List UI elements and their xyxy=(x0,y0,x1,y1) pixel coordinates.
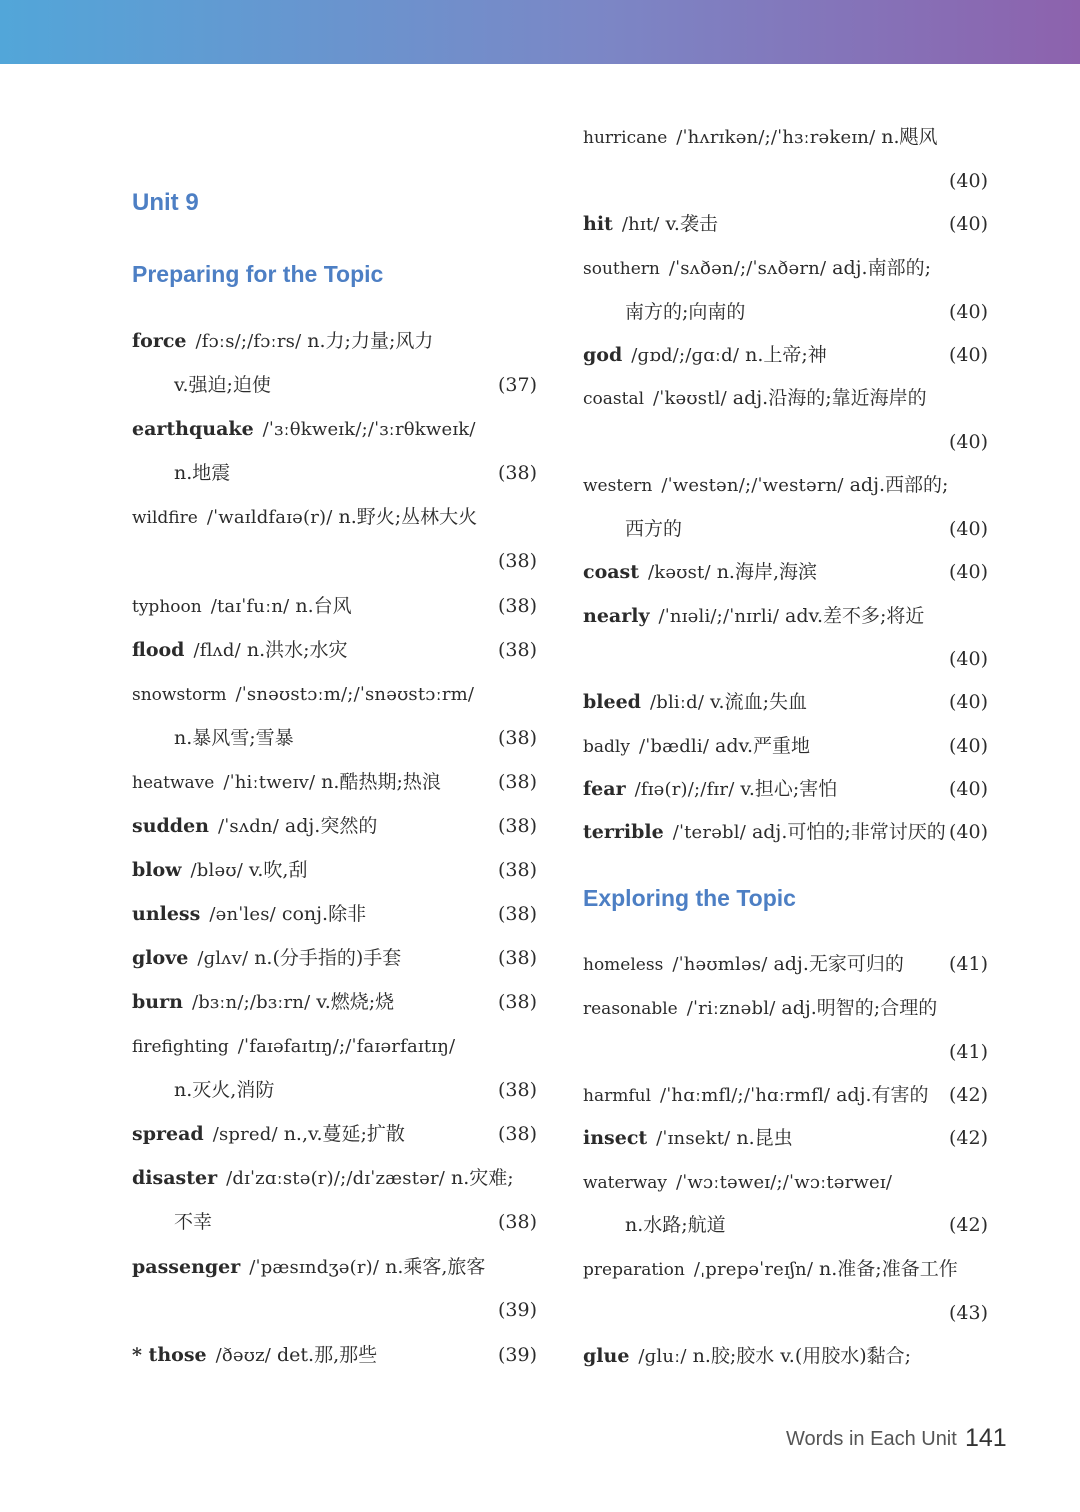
vocab-line xyxy=(132,1294,537,1326)
definition: v.燃烧;烧 xyxy=(316,991,395,1013)
pronunciation: /dɪˈzɑːstə(r)/;/dɪˈzæstər/ xyxy=(226,1168,451,1189)
vocab-word: terrible xyxy=(583,821,664,843)
definition: det.那,那些 xyxy=(277,1344,378,1366)
page-reference: (40) xyxy=(948,431,988,453)
vocab-word: firefighting xyxy=(132,1037,229,1057)
pronunciation: /ˈhʌrɪkən/;/ˈhɜːrəkeɪn/ xyxy=(676,127,882,148)
vocab-word: wildfire xyxy=(132,508,198,528)
vocab-line xyxy=(583,1122,988,1154)
page-reference: (40) xyxy=(948,213,988,235)
vocab-line xyxy=(583,948,988,980)
definition: v.吹,刮 xyxy=(248,859,308,881)
page-reference: (40) xyxy=(948,821,988,843)
vocab-line xyxy=(583,208,988,240)
vocab-line xyxy=(583,600,988,632)
pronunciation: /ˈpæsɪndʒə(r)/ xyxy=(249,1257,386,1278)
vocab-word: sudden xyxy=(132,815,209,837)
definition: adv.严重地 xyxy=(715,735,811,757)
unit-title: Unit 9 xyxy=(132,189,199,216)
definition: n.海岸,海滨 xyxy=(716,561,818,583)
vocab-line xyxy=(132,1074,537,1106)
definition: adj.无家可归的 xyxy=(773,953,904,975)
definition: n.酷热期;热浪 xyxy=(321,771,441,793)
page-reference: (38) xyxy=(497,595,537,617)
pronunciation: /ɡlʌv/ xyxy=(197,948,255,969)
vocab-word: disaster xyxy=(132,1167,218,1189)
page-reference: (38) xyxy=(497,1079,537,1101)
pronunciation: /ˈwaɪldfaɪə(r)/ xyxy=(206,507,339,528)
pronunciation: /ˈwestən/;/ˈwestərn/ xyxy=(661,475,850,496)
vocab-word: hit xyxy=(583,213,613,235)
vocab-word: glue xyxy=(583,1345,630,1367)
pronunciation: /fɔːs/;/fɔːrs/ xyxy=(195,331,308,352)
vocab-word: glove xyxy=(132,947,189,969)
vocab-word: insect xyxy=(583,1127,648,1149)
pronunciation: /ˈhəʊmləs/ xyxy=(672,954,774,975)
pronunciation: /fɪə(r)/;/fɪr/ xyxy=(634,779,741,800)
vocab-line xyxy=(132,810,537,842)
vocab-line xyxy=(583,1209,988,1241)
definition: v.袭击 xyxy=(665,213,718,235)
vocab-word: flood xyxy=(132,639,185,661)
vocab-word: hurricane xyxy=(583,128,668,148)
definition: n.灭火,消防 xyxy=(174,1079,275,1101)
definition: 西方的 xyxy=(625,518,683,540)
vocab-line xyxy=(132,854,537,886)
definition: 不幸 xyxy=(174,1211,213,1233)
pronunciation: /ˌprepəˈreɪʃn/ xyxy=(693,1259,820,1280)
pronunciation: /ɡluː/ xyxy=(638,1346,693,1367)
page-reference: (40) xyxy=(948,344,988,366)
vocab-line xyxy=(132,942,537,974)
pronunciation: /ˈterəbl/ xyxy=(672,822,752,843)
vocab-line xyxy=(132,1162,537,1194)
vocab-word: burn xyxy=(132,991,183,1013)
vocab-line xyxy=(583,816,988,848)
definition: n.胶;胶水 v.(用胶水)黏合; xyxy=(692,1345,912,1367)
definition: 南方的;向南的 xyxy=(625,301,746,323)
vocab-line xyxy=(132,986,537,1018)
definition: n.准备;准备工作 xyxy=(819,1258,958,1280)
page-reference: (39) xyxy=(497,1299,537,1321)
vocab-line xyxy=(583,992,988,1024)
page-reference: (40) xyxy=(948,301,988,323)
definition: n.暴风雪;雪暴 xyxy=(174,727,294,749)
section-title-exploring: Exploring the Topic xyxy=(583,885,796,911)
vocab-word: fear xyxy=(583,778,626,800)
vocab-word: typhoon xyxy=(132,597,202,617)
definition: adj.西部的; xyxy=(849,474,949,496)
definition: n.洪水;水灾 xyxy=(246,639,348,661)
vocab-line xyxy=(583,121,988,153)
vocab-line xyxy=(132,501,537,533)
vocab-line xyxy=(132,1206,537,1238)
pronunciation: /taɪˈfuːn/ xyxy=(210,596,296,617)
pronunciation: /ˈhiːtweɪv/ xyxy=(223,772,322,793)
pronunciation: /bləʊ/ xyxy=(190,860,249,881)
page-reference: (38) xyxy=(497,947,537,969)
definition: n.昆虫 xyxy=(736,1127,793,1149)
page-reference: (43) xyxy=(948,1302,988,1324)
pronunciation: /ˈsʌdn/ xyxy=(217,816,285,837)
page-reference: (38) xyxy=(497,903,537,925)
vocab-line xyxy=(132,369,537,401)
header-color-bar xyxy=(0,0,1080,64)
vocab-line xyxy=(583,165,988,197)
definition: adj.沿海的;靠近海岸的 xyxy=(732,387,927,409)
vocab-word: god xyxy=(583,344,623,366)
pronunciation: /ˈnɪəli/;/ˈnɪrli/ xyxy=(658,606,786,627)
vocab-line xyxy=(583,1036,988,1068)
vocab-word: badly xyxy=(583,737,630,757)
definition: n.台风 xyxy=(295,595,352,617)
pronunciation: /ˈsʌðən/;/ˈsʌðərn/ xyxy=(668,258,833,279)
definition: n.,v.蔓延;扩散 xyxy=(283,1123,405,1145)
vocab-line xyxy=(583,1253,988,1285)
vocab-word: nearly xyxy=(583,605,650,627)
page-reference: (40) xyxy=(948,778,988,800)
vocab-word: heatwave xyxy=(132,773,215,793)
vocab-word: bleed xyxy=(583,691,641,713)
page-reference: (40) xyxy=(948,518,988,540)
vocab-line xyxy=(132,678,537,710)
definition: adj.突然的 xyxy=(284,815,378,837)
page-reference: (40) xyxy=(948,561,988,583)
vocab-line xyxy=(132,1339,537,1371)
vocab-word: waterway xyxy=(583,1173,667,1193)
vocab-word: passenger xyxy=(132,1256,241,1278)
page-reference: (38) xyxy=(497,991,537,1013)
vocab-line xyxy=(132,413,537,445)
vocab-line xyxy=(583,643,988,675)
page-reference: (40) xyxy=(948,170,988,192)
pronunciation: /ˈsnəʊstɔːm/;/ˈsnəʊstɔːrm/ xyxy=(235,684,475,705)
page-reference: (37) xyxy=(497,374,537,396)
definition: n.灾难; xyxy=(450,1167,514,1189)
pronunciation: /ˈɜːθkweɪk/;/ˈɜːrθkweɪk/ xyxy=(262,419,476,440)
pronunciation: /ˈɪnsekt/ xyxy=(656,1128,737,1149)
definition: adj.有害的 xyxy=(836,1084,929,1106)
vocab-line xyxy=(583,426,988,458)
vocab-line xyxy=(583,296,988,328)
pronunciation: /ənˈles/ xyxy=(209,904,282,925)
pronunciation: /kəʊst/ xyxy=(648,562,717,583)
page-reference: (40) xyxy=(948,735,988,757)
pronunciation: /bɜːn/;/bɜːrn/ xyxy=(191,992,317,1013)
page-reference: (41) xyxy=(948,953,988,975)
vocab-word: preparation xyxy=(583,1260,685,1280)
page-reference: (39) xyxy=(497,1344,537,1366)
vocab-line xyxy=(132,1251,537,1283)
page-reference: (38) xyxy=(497,1211,537,1233)
definition: v.强迫;迫使 xyxy=(174,374,271,396)
page-reference: (38) xyxy=(497,1123,537,1145)
vocab-word: snowstorm xyxy=(132,685,227,705)
pronunciation: /ˈfaɪəfaɪtɪŋ/;/ˈfaɪərfaɪtɪŋ/ xyxy=(237,1036,456,1057)
pronunciation: /spred/ xyxy=(212,1124,284,1145)
vocab-line xyxy=(583,339,988,371)
page-reference: (38) xyxy=(497,859,537,881)
vocab-line xyxy=(583,1297,988,1329)
page-reference: (41) xyxy=(948,1041,988,1063)
vocab-line xyxy=(583,252,988,284)
vocab-word: * those xyxy=(132,1344,207,1366)
definition: adj.明智的;合理的 xyxy=(781,997,938,1019)
definition: n.(分手指的)手套 xyxy=(254,947,402,969)
section-title-preparing: Preparing for the Topic xyxy=(132,261,384,287)
vocab-word: spread xyxy=(132,1123,204,1145)
page-reference: (42) xyxy=(948,1214,988,1236)
vocab-word: force xyxy=(132,330,187,352)
definition: n.乘客,旅客 xyxy=(385,1256,486,1278)
page-reference: (38) xyxy=(497,462,537,484)
definition: adj.可怕的;非常讨厌的 xyxy=(751,821,946,843)
vocab-line xyxy=(132,722,537,754)
vocab-line xyxy=(583,382,988,414)
definition: adv.差不多;将近 xyxy=(785,605,925,627)
vocab-line xyxy=(132,634,537,666)
vocab-word: blow xyxy=(132,859,182,881)
page-reference: (38) xyxy=(497,727,537,749)
vocab-word: coastal xyxy=(583,389,645,409)
definition: n.飓风 xyxy=(881,126,938,148)
vocab-word: reasonable xyxy=(583,999,678,1019)
vocab-line xyxy=(132,1118,537,1150)
vocab-word: earthquake xyxy=(132,418,254,440)
page-reference: (42) xyxy=(948,1084,988,1106)
vocab-line xyxy=(132,590,537,622)
vocab-word: harmful xyxy=(583,1086,652,1106)
pronunciation: /ˈwɔːtəweɪ/;/ˈwɔːtərweɪ/ xyxy=(676,1172,893,1193)
definition: v.担心;害怕 xyxy=(740,778,838,800)
pronunciation: /ˈbædli/ xyxy=(638,736,716,757)
definition: n.地震 xyxy=(174,462,231,484)
vocab-line xyxy=(583,513,988,545)
vocab-line xyxy=(583,556,988,588)
definition: adj.南部的; xyxy=(832,257,931,279)
page-number: 141 xyxy=(965,1424,1007,1452)
vocab-line xyxy=(583,730,988,762)
page-reference: (38) xyxy=(497,815,537,837)
definition: v.流血;失血 xyxy=(710,691,807,713)
pronunciation: /hɪt/ xyxy=(621,214,666,235)
pronunciation: /ɡɒd/;/ɡɑːd/ xyxy=(631,345,746,366)
pronunciation: /bliːd/ xyxy=(649,692,711,713)
vocab-line xyxy=(583,773,988,805)
vocab-word: coast xyxy=(583,561,640,583)
pronunciation: /ðəʊz/ xyxy=(215,1345,277,1366)
pronunciation: /flʌd/ xyxy=(193,640,247,661)
definition: n.野火;丛林大火 xyxy=(338,506,478,528)
page-reference: (38) xyxy=(497,639,537,661)
definition: conj.除非 xyxy=(281,903,367,925)
vocab-line xyxy=(583,469,988,501)
vocab-line xyxy=(132,766,537,798)
pronunciation: /ˈriːznəbl/ xyxy=(686,998,782,1019)
pronunciation: /ˈhɑːmfl/;/ˈhɑːrmfl/ xyxy=(660,1085,837,1106)
vocab-line xyxy=(132,898,537,930)
vocab-line xyxy=(132,325,537,357)
definition: n.上帝;神 xyxy=(745,344,827,366)
vocab-line xyxy=(583,1340,988,1372)
vocab-word: western xyxy=(583,476,653,496)
vocab-line xyxy=(132,1030,537,1062)
vocab-line xyxy=(583,1166,988,1198)
page-reference: (38) xyxy=(497,550,537,572)
vocab-line xyxy=(132,457,537,489)
vocab-word: homeless xyxy=(583,955,664,975)
vocab-word: southern xyxy=(583,259,660,279)
page-reference: (40) xyxy=(948,648,988,670)
page-reference: (40) xyxy=(948,691,988,713)
definition: n.力;力量;风力 xyxy=(307,330,434,352)
definition: n.水路;航道 xyxy=(625,1214,726,1236)
vocab-line xyxy=(583,1079,988,1111)
page-reference: (42) xyxy=(948,1127,988,1149)
footer-label: Words in Each Unit xyxy=(786,1428,957,1450)
vocab-line xyxy=(583,686,988,718)
pronunciation: /ˈkəʊstl/ xyxy=(653,388,733,409)
vocab-word: unless xyxy=(132,903,201,925)
page-reference: (38) xyxy=(497,771,537,793)
vocab-line xyxy=(132,545,537,577)
